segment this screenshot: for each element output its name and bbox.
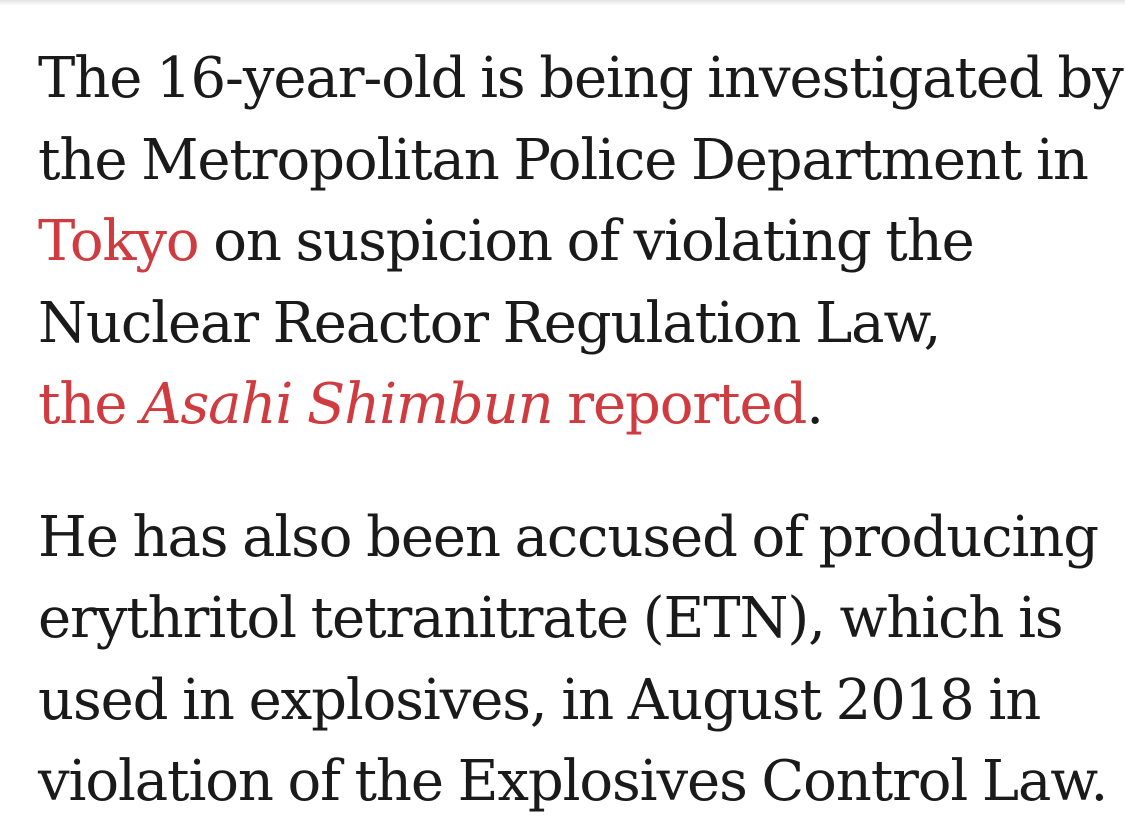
text-line: The 16-year-old is being investigated by [38,46,1123,111]
asahi-shimbun-report-link[interactable] [38,372,806,437]
paragraph-accusation [38,497,1108,823]
text-fragment: on suspicion of violating the [198,209,974,274]
paragraph-investigation [38,38,1123,446]
link-text-pre: the [38,372,142,437]
top-divider [0,0,1125,6]
sentence-end-punctuation: . [806,372,823,437]
publication-name: Asahi Shimbun [141,372,553,437]
text-line: He has also been accused of producing [38,504,1098,570]
text-line: violation of the Explosives Control Law. [38,749,1108,814]
text-line: erythritol tetranitrate (ETN), which is [38,586,1063,651]
text-line: used in explosives, in August 2018 in [38,667,1041,733]
link-text-post: reported [552,372,807,437]
text-line: the Metropolitan Police Department in [38,127,1088,193]
tokyo-link[interactable]: Tokyo [38,209,199,274]
text-line [38,201,1108,283]
article-body [38,38,1123,823]
text-line [38,364,1108,446]
text-line: Nuclear Reactor Regulation Law, [38,290,941,356]
